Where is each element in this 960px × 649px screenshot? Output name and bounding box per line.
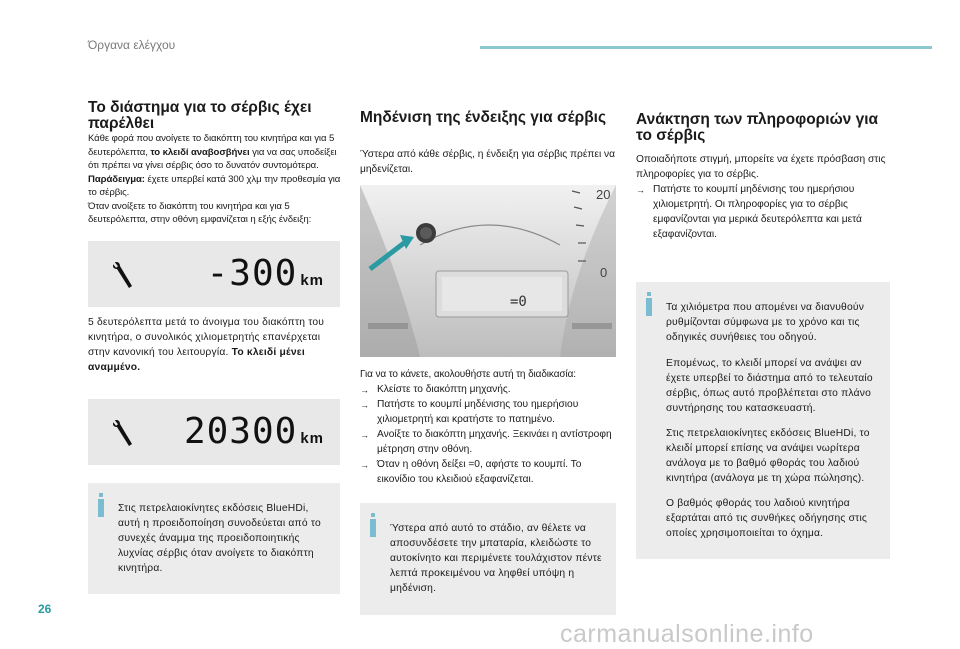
col2-note-text: Ύστερα από αυτό το στάδιο, αν θέλετε να αποσυνδέσετε την μπαταρία, κλειδώστε το αυτοκίνητο και περιμένετε τουλάχιστον πέντε λεπτά προκειμένου να ληφθεί υπόψη η μηδένιση.	[390, 523, 602, 595]
col3-intro: Οποιαδήποτε στιγμή, μπορείτε να έχετε πρόσβαση στις πληροφορίες για το σέρβις.	[636, 154, 886, 180]
col3-note-text-2: Επομένως, το κλειδί μπορεί να ανάψει αν έχετε υπερβεί το διάστημα από το τελευταίο σέρβις, όπως αυτό προβλέπεται στο πλάνο συντήρησης του κατασκευαστή.	[666, 357, 873, 414]
col3-info-note	[636, 282, 890, 559]
step-text: Όταν η οθόνη δείξει =0, αφήστε το κουμπί. Το εικονίδιο του κλειδιού εξαφανίζεται.	[377, 459, 582, 485]
display-overdue-unit: km	[300, 272, 324, 289]
wrench-icon	[110, 259, 136, 289]
list-item	[360, 382, 616, 397]
col1-info-note	[88, 483, 340, 595]
display-overdue-value: -300	[206, 253, 298, 294]
info-icon	[98, 493, 104, 517]
display-total	[88, 399, 340, 465]
col1-example	[88, 173, 342, 200]
display-total-unit: km	[300, 430, 324, 447]
instrument-cluster-photo	[360, 185, 616, 357]
column-service-overdue	[88, 100, 342, 594]
col1-paragraph-1	[88, 132, 342, 173]
watermark: carmanualsonline.info	[560, 620, 814, 648]
display-overdue	[88, 241, 340, 307]
col1-p1-a: Κάθε φορά που ανοίγετε το διακόπτη του κινητήρα και για 5 δευτερόλεπτα,	[88, 133, 335, 158]
page-number: 26	[38, 602, 52, 616]
col1-paragraph-3	[88, 315, 342, 375]
list-item	[360, 397, 616, 427]
col2-steps	[360, 382, 616, 487]
step-text: Ανοίξτε το διακόπτη μηχανής. Ξεκινάει η αντίστροφη μέτρηση στην οθόνη.	[377, 429, 612, 455]
example-label: Παράδειγμα:	[88, 173, 145, 185]
display-total-readout	[184, 411, 324, 452]
example-text: έχετε υπερβεί κατά 300 χλμ την προθεσμία για το σέρβις.	[88, 173, 341, 198]
arrow-bullet-icon: →	[360, 385, 369, 395]
arrow-bullet-icon: →	[360, 400, 369, 410]
section-header: Όργανα ελέγχου	[88, 38, 176, 52]
scale-label-20: 20	[596, 187, 611, 202]
col1-p3-b: Το κλειδί μένει αναμμένο.	[88, 346, 305, 373]
cluster-illustration	[360, 185, 616, 357]
col2-intro: Ύστερα από κάθε σέρβις, η ένδειξη για σέρβις πρέπει να μηδενίζεται.	[360, 149, 616, 175]
col2-procedure-intro: Για να το κάνετε, ακολουθήστε αυτή τη διαδικασία:	[360, 369, 576, 380]
col3-note-text-3: Στις πετρελαιοκίνητες εκδόσεις BlueHDi, το κλειδί μπορεί επίσης να ανάψει νωρίτερα ανάλογα με το βαθμό φθοράς του λαδιού κινητήρα (ανάλογα με τη χώρα πώλησης).	[666, 427, 870, 484]
col3-note-text-1: Τα χιλιόμετρα που απομένει να διανυθούν ρυθμίζονται σύμφωνα με το χρόνο και τις οδηγικές συνήθειες του οδηγού.	[666, 302, 865, 344]
col1-note-text: Στις πετρελαιοκίνητες εκδόσεις BlueHDi, αυτή η προειδοποίηση συνοδεύεται από το συνεχές άναμμα της προειδοποιητικής λυχνίας σέρβις όταν ανοίγετε το διακόπτη κινητήρα.	[118, 502, 321, 574]
col1-paragraph-2: Όταν ανοίξετε το διακόπτη του κινητήρα και για 5 δευτερόλεπτα, στην οθόνη εμφανίζεται η εξής ένδειξη:	[88, 200, 312, 225]
arrow-bullet-icon: →	[360, 430, 369, 440]
col1-p1-c: για να σας υποδείξει ότι πρέπει να γίνει σέρβις όσο το δυνατόν συντομότερα.	[88, 146, 337, 171]
col1-p1-b: το κλειδί αναβοσβήνει	[150, 146, 250, 158]
step-text: Κλείστε το διακόπτη μηχανής.	[377, 384, 511, 395]
list-item	[360, 427, 616, 457]
column-retrieve	[636, 112, 890, 559]
list-item	[360, 457, 616, 487]
col2-info-note	[360, 503, 616, 615]
col3-note-text-4: Ο βαθμός φθοράς του λαδιού κινητήρα εξαρτάται από τις συνθήκες οδήγησης στις οποίες χρησιμοποιείται το όχημα.	[666, 498, 868, 540]
col2-title: Μηδένιση της ένδειξης για σέρβις	[360, 109, 607, 126]
step-text: Πατήστε το κουμπί μηδένισης του ημερήσιου χιλιομετρητή. Οι πληροφορίες για το σέρβις εμφανίζονται για μερικά δευτερόλεπτα και μετά εξαφανίζονται.	[653, 184, 862, 240]
col1-p3-a: 5 δευτερόλεπτα μετά το άνοιγμα του διακόπτη του κινητήρα, ο συνολικός χιλιομετρητής επανέρχεται στην κανονική του λειτουργία.	[88, 316, 325, 358]
column-reset	[360, 110, 616, 615]
list-item	[636, 182, 890, 242]
col1-title: Το διάστημα για το σέρβις έχει παρέλθει	[88, 99, 312, 132]
header-bar	[480, 46, 932, 49]
col3-title: Ανάκτηση των πληροφοριών για το σέρβις	[636, 111, 879, 144]
step-text: Πατήστε το κουμπί μηδένισης του ημερήσιου χιλιομετρητή και κρατήστε το πατημένο.	[377, 399, 579, 425]
info-icon	[370, 513, 376, 537]
scale-label-0: 0	[600, 265, 608, 280]
arrow-bullet-icon: →	[636, 185, 645, 195]
odometer-readout: =0	[510, 294, 527, 310]
info-icon	[646, 292, 652, 316]
display-overdue-readout	[207, 253, 324, 294]
col3-steps	[636, 182, 890, 242]
arrow-bullet-icon: →	[360, 460, 369, 470]
wrench-icon	[110, 417, 136, 447]
display-total-value: 20300	[183, 411, 298, 452]
